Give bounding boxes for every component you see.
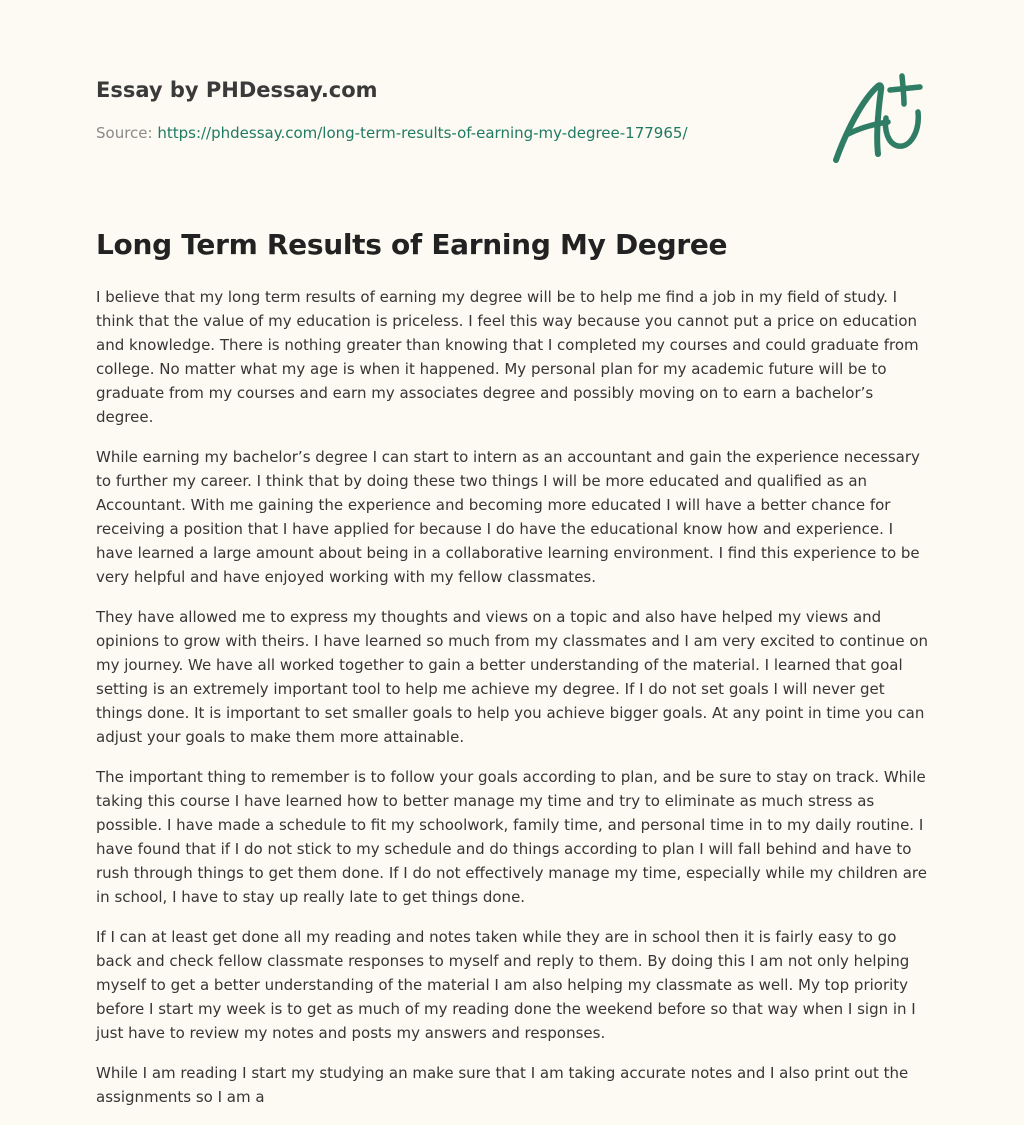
essay-paragraph: While I am reading I start my studying an make sure that I am taking accurate notes and I also print out the assignments so I am a [96,1064,909,1106]
essay-paragraph: While earning my bachelor’s degree I can start to intern as an accountant and gain the experience necessary to further my career. I think that by doing these two things I will be more educated and qualified as an Accountant. With me gaining the experience and becoming more educated I will have a better chance for receiving a position that I have applied for because I do have the educational know how and experience. I have learned a large amount about being in a collaborative learning environment. I find this experience to be very helpful and have enjoyed working with my fellow classmates. [96,448,920,586]
essay-title: Long Term Results of Earning My Degree [96,228,728,261]
site-brand: Essay by PHDessay.com [96,78,378,102]
essay-body [96,285,932,1125]
essay-header [96,70,928,170]
a-plus-logo-icon [828,70,928,166]
source-link[interactable]: https://phdessay.com/long-term-results-of-earning-my-degree-177965/ [157,124,688,142]
source-label: Source: [96,124,158,142]
essay-paragraph: If I can at least get done all my reading and notes taken while they are in school then it is fairly easy to go back and check fellow classmate responses to myself and reply to them. By doing this I am not only helping myself to get a better understanding of the material I am also helping my classmate as well. My top priority before I start my week is to get as much of my reading done the weekend before so that way when I sign in I just have to review my notes and posts my answers and responses. [96,928,916,1042]
essay-paragraph: I believe that my long term results of earning my degree will be to help me find a job in my field of study. I think that the value of my education is priceless. I feel this way because you cannot put a price on education and knowledge. There is nothing greater than knowing that I completed my courses and could graduate from college. No matter what my age is when it happened. My personal plan for my academic future will be to graduate from my courses and earn my associates degree and possibly moving on to earn a bachelor’s degree. [96,288,919,426]
essay-paragraph: They have allowed me to express my thoughts and views on a topic and also have helped my views and opinions to grow with theirs. I have learned so much from my classmates and I am very excited to continue on my journey. We have all worked together to gain a better understanding of the material. I learned that goal setting is an extremely important tool to help me achieve my degree. If I do not set goals I will never get things done. It is important to set smaller goals to help you achieve bigger goals. At any point in time you can adjust your goals to make them more attainable. [96,608,929,746]
source-line [96,124,688,142]
essay-paragraph: The important thing to remember is to follow your goals according to plan, and be sure to stay on track. While taking this course I have learned how to better manage my time and try to eliminate as much stress as possible. I have made a schedule to fit my schoolwork, family time, and personal time in to my daily routine. I have found that if I do not stick to my schedule and do things according to plan I will fall behind and have to rush through things to get them done. If I do not effectively manage my time, especially while my children are in school, I have to stay up really late to get things done. [96,768,927,906]
